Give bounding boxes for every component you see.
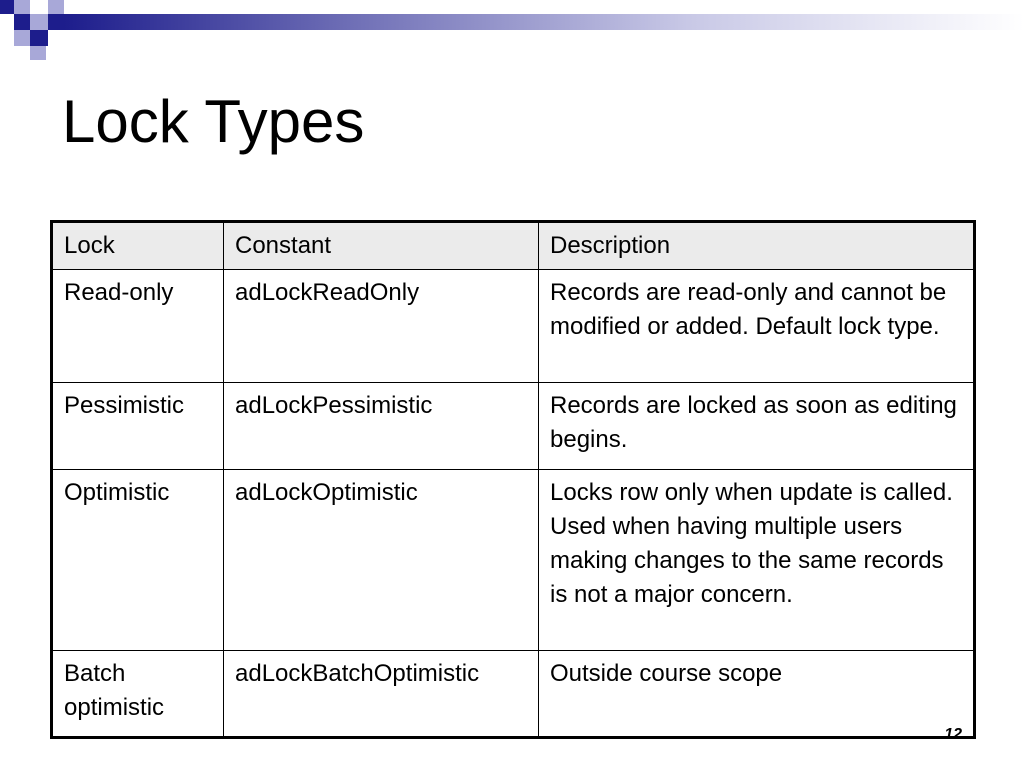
decor-square (0, 0, 14, 14)
decor-square (14, 30, 30, 46)
lock-cell: Optimistic (52, 470, 224, 651)
slide-title: Lock Types (62, 88, 365, 155)
constant-cell: adLockPessimistic (224, 383, 539, 470)
table-row (52, 383, 975, 470)
table-row (52, 470, 975, 651)
description-cell: Records are locked as soon as editing begins. (539, 383, 975, 470)
decor-square (14, 14, 30, 30)
decor-square (14, 0, 30, 14)
decor-square (30, 30, 48, 46)
lock-cell: Read-only (52, 270, 224, 383)
decor-square (30, 46, 46, 60)
header-cell-description: Description (539, 222, 975, 270)
description-cell: Locks row only when update is called. Used when having multiple users making changes to the same records is not a major concern. (539, 470, 975, 651)
lock-cell: Batch optimistic (52, 651, 224, 738)
lock-cell: Pessimistic (52, 383, 224, 470)
table-row (52, 651, 975, 738)
header-cell-constant: Constant (224, 222, 539, 270)
constant-cell: adLockReadOnly (224, 270, 539, 383)
description-cell: Records are read-only and cannot be modified or added. Default lock type. (539, 270, 975, 383)
constant-cell: adLockBatchOptimistic (224, 651, 539, 738)
decor-square (48, 14, 64, 30)
header-gradient-bar (64, 14, 1024, 30)
decor-square (30, 14, 48, 30)
header-cell-lock: Lock (52, 222, 224, 270)
page-number: 12 (944, 726, 962, 743)
lock-types-table (50, 220, 976, 739)
description-cell: Outside course scope (539, 651, 975, 738)
table-row (52, 270, 975, 383)
table-header-row (52, 222, 975, 270)
decor-square (48, 0, 64, 14)
constant-cell: adLockOptimistic (224, 470, 539, 651)
